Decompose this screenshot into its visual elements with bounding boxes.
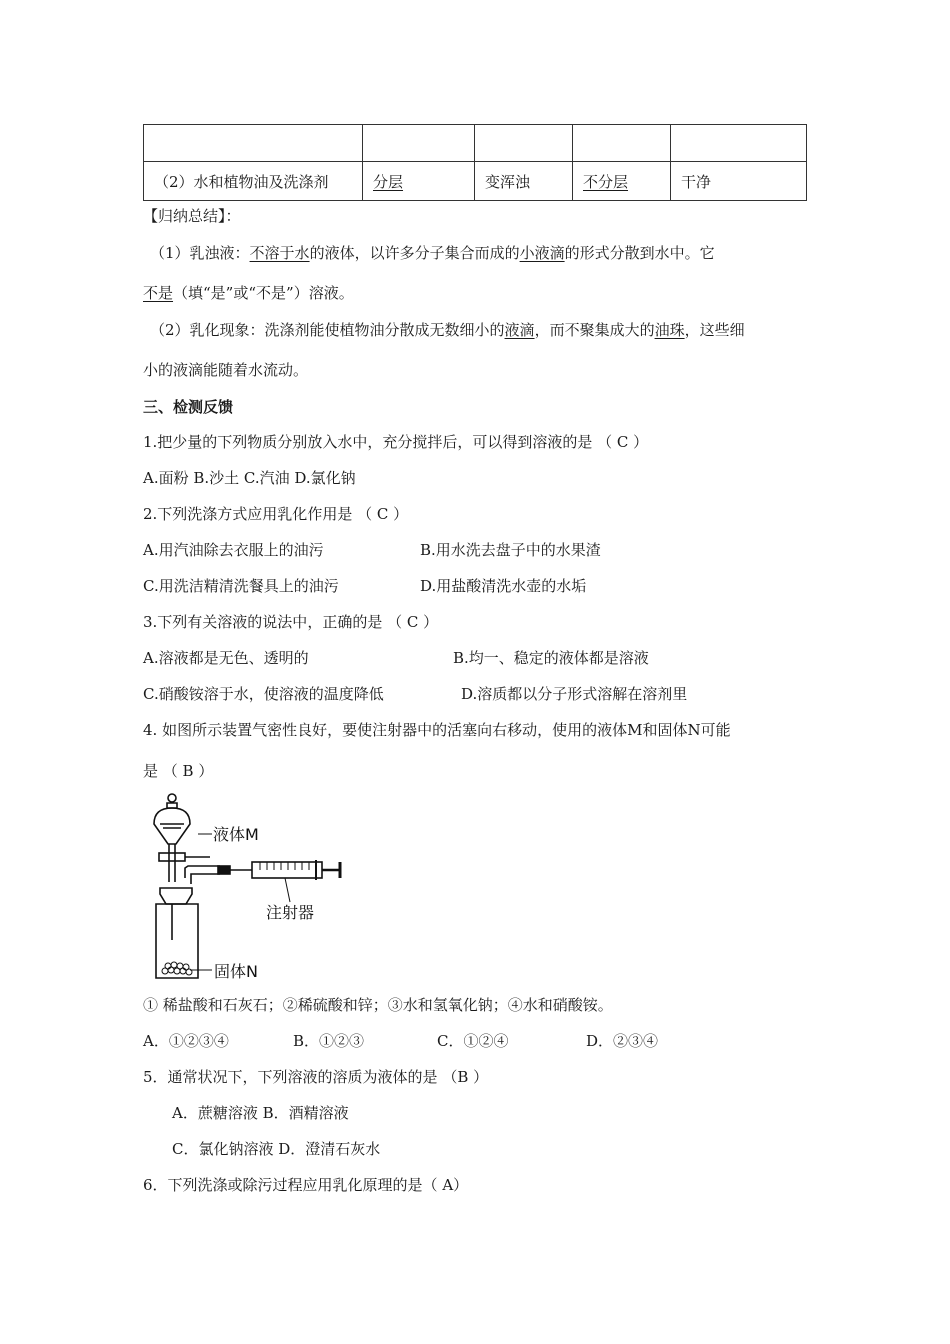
answer-fill: 液滴 — [504, 321, 535, 339]
figure-label-liquid: 液体M — [213, 825, 259, 844]
table-cell — [671, 125, 807, 162]
bottle-stopper — [160, 888, 192, 904]
figure-label-syringe: 注射器 — [266, 903, 315, 922]
question-5-stem: 5．通常状况下，下列溶液的溶质为液体的是 （B ） — [143, 1068, 489, 1086]
table-cell — [573, 125, 671, 162]
syringe-barrel — [252, 862, 322, 878]
answer-fill: 不溶于水 — [249, 244, 310, 262]
question-2-option-a: A.用汽油除去衣服上的油污 — [143, 541, 324, 559]
figure-label-solid: 固体N — [214, 962, 258, 981]
table-cell — [144, 125, 363, 162]
table-cell: 变浑浊 — [475, 162, 573, 201]
summary-paragraph-2 — [150, 319, 745, 340]
question-5-options-line1: A．蔗糖溶液 B．酒精溶液 — [172, 1104, 349, 1122]
question-3-option-c: C.硝酸铵溶于水，使溶液的温度降低 — [143, 685, 384, 703]
table-cell — [363, 162, 475, 201]
question-1-options: A.面粉 B.沙土 C.汽油 D.氯化钠 — [143, 469, 356, 487]
question-4-option-a: A．①②③④ — [143, 1032, 229, 1050]
question-4-option-b: B．①②③ — [293, 1032, 365, 1050]
table-cell: （2）水和植物油及洗涤剂 — [144, 162, 363, 201]
question-4-option-c: C．①②④ — [437, 1032, 509, 1050]
question-4-stem-cont: 是 （ B ） — [143, 762, 214, 780]
stopcock — [159, 853, 185, 861]
summary-paragraph-1 — [150, 242, 715, 263]
question-4-choices: ① 稀盐酸和石灰石；②稀硫酸和锌；③水和氢氧化钠；④水和硝酸铵。 — [143, 996, 613, 1014]
answer-fill: 油珠 — [654, 321, 685, 339]
table-cell — [475, 125, 573, 162]
text: 的形式分散到水中。它 — [564, 244, 715, 262]
question-3-option-a: A.溶液都是无色、透明的 — [143, 649, 309, 667]
question-4-stem: 4. 如图所示装置气密性良好，要使注射器中的活塞向右移动，使用的液体M和固体N可能 — [143, 721, 731, 739]
question-3-option-b: B.均一、稳定的液体都是溶液 — [453, 649, 649, 667]
summary-paragraph-2-cont: 小的液滴能随着水流动。 — [143, 361, 309, 379]
question-2-stem: 2.下列洗涤方式应用乳化作用是 （ C ） — [143, 505, 409, 523]
question-3-stem: 3.下列有关溶液的说法中，正确的是 （ C ） — [143, 613, 439, 631]
question-2-option-b: B.用水洗去盘子中的水果渣 — [420, 541, 601, 559]
experiment-table — [143, 124, 807, 201]
text: （2）乳化现象：洗涤剂能使植物油分散成无数细小的 — [150, 321, 505, 339]
question-5-options-line2: C．氯化钠溶液 D．澄清石灰水 — [172, 1140, 381, 1158]
answer-fill: 不是 — [143, 284, 174, 302]
answer-fill: 分层 — [373, 172, 404, 191]
text: ，这些细 — [684, 321, 745, 339]
question-3-option-d: D.溶质都以分子形式溶解在溶剂里 — [461, 685, 688, 703]
funnel-body — [154, 808, 190, 844]
table-cell — [363, 125, 475, 162]
question-6-stem: 6．下列洗涤或除污过程应用乳化原理的是（ A） — [143, 1176, 469, 1194]
text: （1）乳浊液： — [150, 244, 250, 262]
text: 的液体，以许多分子集合而成的 — [309, 244, 520, 262]
text: ，而不聚集成大的 — [534, 321, 655, 339]
table-row — [144, 162, 807, 201]
funnel-stopper — [168, 794, 176, 802]
answer-fill: 不分层 — [583, 172, 629, 191]
table-cell — [573, 162, 671, 201]
section-heading: 三、检测反馈 — [143, 398, 234, 416]
text: （填“是”或“不是”）溶液。 — [173, 284, 354, 302]
question-2-option-d: D.用盐酸清洗水壶的水垢 — [420, 577, 587, 595]
summary-heading: 【归纳总结】： — [143, 207, 241, 225]
question-4-option-d: D．②③④ — [586, 1032, 659, 1050]
table-row — [144, 125, 807, 162]
apparatus-figure — [140, 790, 370, 985]
table-cell: 干净 — [671, 162, 807, 201]
summary-paragraph-1-cont — [143, 282, 354, 303]
question-2-option-c: C.用洗洁精清洗餐具上的油污 — [143, 577, 339, 595]
answer-fill: 小液滴 — [519, 244, 565, 262]
question-1-stem: 1.把少量的下列物质分别放入水中，充分搅拌后，可以得到溶液的是 （ C ） — [143, 433, 649, 451]
